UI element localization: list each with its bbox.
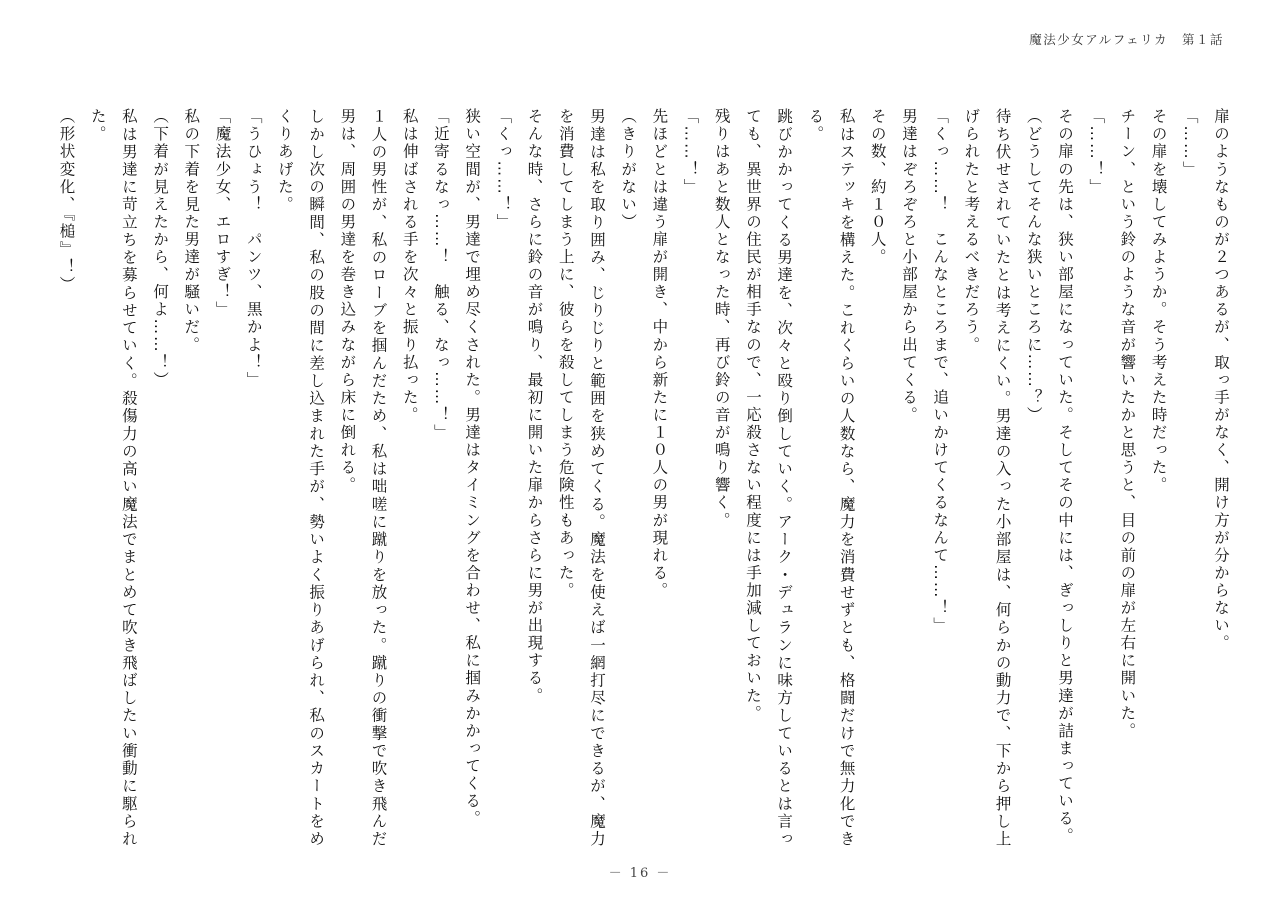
paragraph: 「近寄るなっ……！ 触る、なっ……！」 [431,108,450,442]
paragraph: 男達は私を取り囲み、じりじりと範囲を狭めてくる。魔法を使えば一網打尽にできるが、魔力を消費してしまう上に、彼らを殺してしまう危険性もあった。 [556,108,606,848]
paragraph: 私の下着を見た男達が騒いだ。 [182,108,201,354]
paragraph: 私はステッキを構えた。これくらいの人数なら、魔力を消費せずとも、格闘だけで無力化できる。 [806,108,856,848]
paragraph: 「くっ……！ こんなところまで、追いかけてくるなんて……！」 [931,108,950,635]
paragraph: （どうしてそんな狭いところに……？） [1024,108,1043,424]
paragraph: その数、約１０人。 [868,108,887,266]
paragraph: 私は伸ばされる手を次々と振り払った。 [400,108,419,424]
paragraph: 「うひょう！ パンツ、黒かよ！」 [244,108,263,389]
paragraph: その扉を壊してみようか。そう考えた時だった。 [1149,108,1168,495]
paragraph: 「くっ……！」 [494,108,513,231]
chapter-label: 第１話 [1181,32,1224,47]
page-number: － 16 － [608,866,672,881]
paragraph: 扉のようなものが２つあるが、取っ手がなく、開け方が分からない。 [1212,108,1230,653]
paragraph: 「……！」 [1087,108,1106,196]
running-header [1029,30,1224,48]
paragraph: 狭い空間が、男達で埋め尽くされた。男達はタイミングを合わせ、私に掴みかかってくる。 [463,108,482,828]
paragraph: 私は男達に苛立ちを募らせていく。殺傷力の高い魔法でまとめて吹き飛ばしたい衝動に駆られた。 [88,108,138,848]
paragraph: （きりがない） [619,108,638,231]
paragraph: 待ち伏せされていたとは考えにくい。男達の入った小部屋は、何らかの動力で、下から押し上げられたと考えるべきだろう。 [962,108,1012,848]
paragraph: その扉の先は、狭い部屋になっていた。そしてその中には、ぎっしりと男達が詰まっている。 [1055,108,1074,846]
paragraph: （下着が見えたから、何よ……！） [151,108,170,389]
paragraph: 「魔法少女、エロすぎ！」 [213,108,232,319]
paragraph: しかし次の瞬間、私の股の間に差し込まれた手が、勢いよく振りあげられ、私のスカートをめくりあげた。 [275,108,326,848]
paragraph: 跳びかかってくる男達を、次々と殴り倒していく。アーク・デュランに味方しているとは言っても、異世界の住民が相手なので、一応殺さない程度には手加減しておいた。 [743,108,794,848]
paragraph: 先ほどとは違う扉が開き、中から新たに１０人の男が現れる。 [650,108,669,600]
book-title: 魔法少女アルフェリカ [1029,32,1168,47]
body-text [57,108,1236,848]
paragraph: （形状変化、『槌』！） [57,108,76,294]
paragraph: チーン、という鈴のような音が響いたかと思うと、目の前の扉が左右に開いた。 [1118,108,1137,740]
paragraph: 残りはあと数人となった時、再び鈴の音が鳴り響く。 [712,108,731,530]
paragraph: １人の男性が、私のローブを掴んだため、私は咄嗟に蹴りを放った。蹴りの衝撃で吹き飛んだ男は、周囲の男達を巻き込みながら床に倒れる。 [338,108,388,848]
paragraph: そんな時、さらに鈴の音が鳴り、最初に開いた扉からさらに男が出現する。 [525,108,544,705]
paragraph: 「……」 [1180,108,1199,179]
paragraph: 男達はぞろぞろと小部屋から出てくる。 [899,108,918,424]
paragraph: 「……！」 [681,108,700,196]
